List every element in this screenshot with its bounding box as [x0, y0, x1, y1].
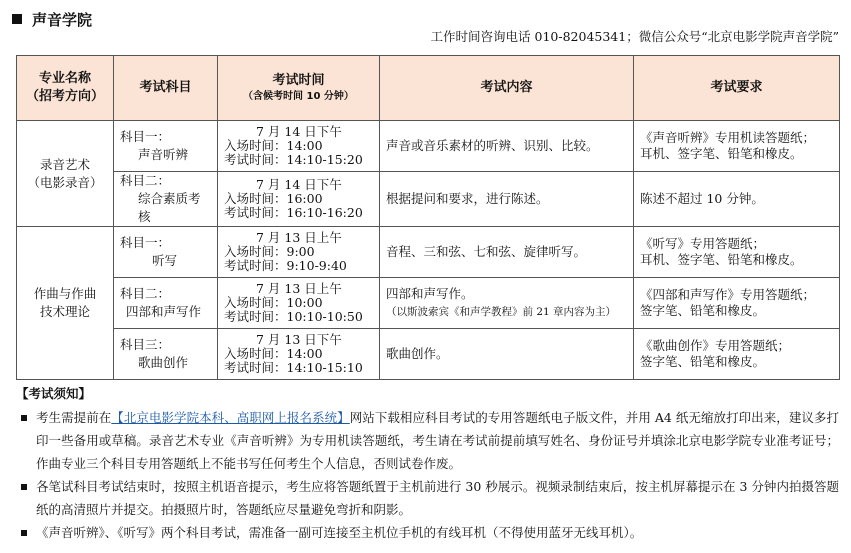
exam-date: 7 月 13 日下午 [256, 332, 342, 347]
content-text: 音程、三和弦、七和弦、旋律听写。 [386, 244, 587, 259]
requirement-line: 《听写》专用答题纸； [640, 236, 766, 251]
requirements-cell [634, 121, 840, 172]
content-cell [380, 227, 634, 278]
major-name-line: （电影录音） [27, 174, 103, 190]
notice-text: 《声音听辨》、《听写》两个科目考试，需准备一副可连接至主机位手机的有线耳机（不得使用蓝牙无线耳机）。 [36, 525, 643, 540]
content-text: 四部和声写作。 [386, 286, 474, 301]
exam-time: 考试时间：14:10-15:20 [224, 152, 363, 167]
square-bullet-icon [12, 14, 22, 24]
subject-name: 声音听辨 [138, 147, 189, 162]
requirement-line: 《声音听辨》专用机读答题纸； [640, 130, 816, 145]
header-time-sub: （含候考时间 10 分钟） [243, 91, 354, 102]
header-time-label: 考试时间 [272, 73, 325, 88]
major-name-recording [17, 121, 114, 227]
subject-cell [114, 121, 218, 172]
major-name-line: 作曲与作曲 [33, 286, 97, 301]
notice-item [16, 406, 839, 475]
entry-time: 入场时间：14:00 [224, 346, 323, 361]
content-cell [380, 172, 634, 227]
time-cell [218, 278, 380, 329]
table-row [17, 121, 840, 172]
exam-date: 7 月 14 日下午 [256, 177, 342, 192]
requirements-cell [634, 172, 840, 227]
requirement-line: 耳机、签字笔、铅笔和橡皮。 [640, 252, 803, 267]
requirements-cell [634, 227, 840, 278]
subject-number: 科目一： [120, 129, 171, 144]
header-subject: 考试科目 [114, 56, 218, 121]
subject-name: 四部和声写作 [126, 304, 202, 319]
requirement-line: 耳机、签字笔、铅笔和橡皮。 [640, 146, 803, 161]
table-row [17, 278, 840, 329]
table-row [17, 227, 840, 278]
section-title: 声音学院 [32, 10, 93, 29]
subject-number: 科目三： [120, 337, 171, 352]
exam-time: 考试时间：9:10-9:40 [224, 258, 347, 273]
notice-item [16, 475, 839, 521]
subject-number: 科目二： [120, 286, 171, 301]
exam-date: 7 月 13 日上午 [256, 281, 342, 296]
exam-date: 7 月 14 日下午 [256, 124, 342, 139]
notice-text: 考生需提前在 [36, 410, 112, 425]
content-text: 歌曲创作。 [386, 346, 449, 361]
subject-name: 听写 [152, 253, 178, 268]
header-content: 考试内容 [380, 56, 634, 121]
notice-text: 网站下载相应科目考试的专用答题纸电子版文件，并用 A4 纸无缩放打印出来，建议多打印一些备用或草稿。录音艺术专业《声音听辨》为专用机读答题纸，考生请在考试前提前填写姓名、身份证号并填涂北京电影学院专业准考证号；作曲专业三个科目专用答题纸上不能书写任何考生个人信息，否则试卷作废。 [36, 410, 839, 471]
square-bullet-icon [21, 530, 27, 536]
content-cell [380, 278, 634, 329]
header-requirements: 考试要求 [634, 56, 840, 121]
table-row [17, 329, 840, 380]
major-name-line: 录音艺术 [39, 156, 90, 172]
header-time [218, 56, 380, 121]
entry-time: 入场时间：16:00 [224, 191, 323, 206]
time-cell [218, 172, 380, 227]
header-major [17, 56, 114, 121]
time-cell [218, 121, 380, 172]
entry-time: 入场时间：10:00 [224, 295, 323, 310]
time-cell [218, 329, 380, 380]
requirements-cell [634, 278, 840, 329]
registration-system-link[interactable]: 【北京电影学院本科、高职网上报名系统】 [111, 410, 350, 425]
table-header-row [17, 56, 840, 121]
notice-list [16, 406, 839, 544]
subject-number: 科目二： [120, 173, 171, 188]
subject-cell [114, 227, 218, 278]
exam-date: 7 月 13 日上午 [256, 230, 342, 245]
subject-cell [114, 329, 218, 380]
content-cell [380, 329, 634, 380]
subject-cell [114, 172, 218, 227]
requirement-line: 《歌曲创作》专用答题纸； [640, 338, 791, 353]
entry-time: 入场时间：14:00 [224, 138, 323, 153]
content-text: 声音或音乐素材的听辨、识别、比较。 [386, 138, 599, 153]
header-major-line1: 专业名称 [38, 71, 91, 86]
exam-time: 考试时间：16:10-16:20 [224, 205, 363, 220]
exam-notice [16, 383, 839, 544]
notice-text: 各笔试科目考试结束时，按照主机语音提示，考生应将答题纸置于主机前进行 30 秒展示。视频录制结束后，按主机屏幕提示在 3 分钟内拍摄答题纸的高清照片并提交。拍摄照片时，答题纸应尽量避免弯折和阴影。 [36, 479, 839, 517]
content-text: 根据提问和要求，进行陈述。 [386, 191, 549, 206]
exam-time: 考试时间：10:10-10:50 [224, 309, 363, 324]
subject-name: 综合素质考核 [138, 191, 201, 224]
notice-item [16, 521, 839, 544]
subject-name: 歌曲创作 [138, 355, 189, 370]
entry-time: 入场时间：9:00 [224, 244, 315, 259]
time-cell [218, 227, 380, 278]
subject-cell [114, 278, 218, 329]
header-major-line2: （招考方向） [25, 89, 104, 104]
section-header [12, 7, 92, 31]
subject-number: 科目一： [120, 235, 171, 250]
major-name-composition [17, 227, 114, 380]
requirement-line: 《四部和声写作》专用答题纸； [640, 287, 816, 302]
content-note: （以斯波索宾《和声学教程》前 21 章内容为主） [386, 306, 617, 318]
table-row [17, 172, 840, 227]
requirement-line: 签字笔、铅笔和橡皮。 [640, 303, 766, 318]
major-name-line: 技术理论 [39, 304, 90, 319]
exam-time: 考试时间：14:10-15:10 [224, 360, 363, 375]
content-cell [380, 121, 634, 172]
notice-title: 【考试须知】 [16, 386, 92, 401]
requirements-cell [634, 329, 840, 380]
requirement-line: 陈述不超过 10 分钟。 [640, 191, 764, 206]
contact-info: 工作时间咨询电话 010-82045341；微信公众号“北京电影学院声音学院” [430, 29, 839, 44]
square-bullet-icon [21, 484, 27, 490]
requirement-line: 签字笔、铅笔和橡皮。 [640, 354, 766, 369]
square-bullet-icon [21, 415, 27, 421]
exam-schedule-table [16, 55, 840, 380]
